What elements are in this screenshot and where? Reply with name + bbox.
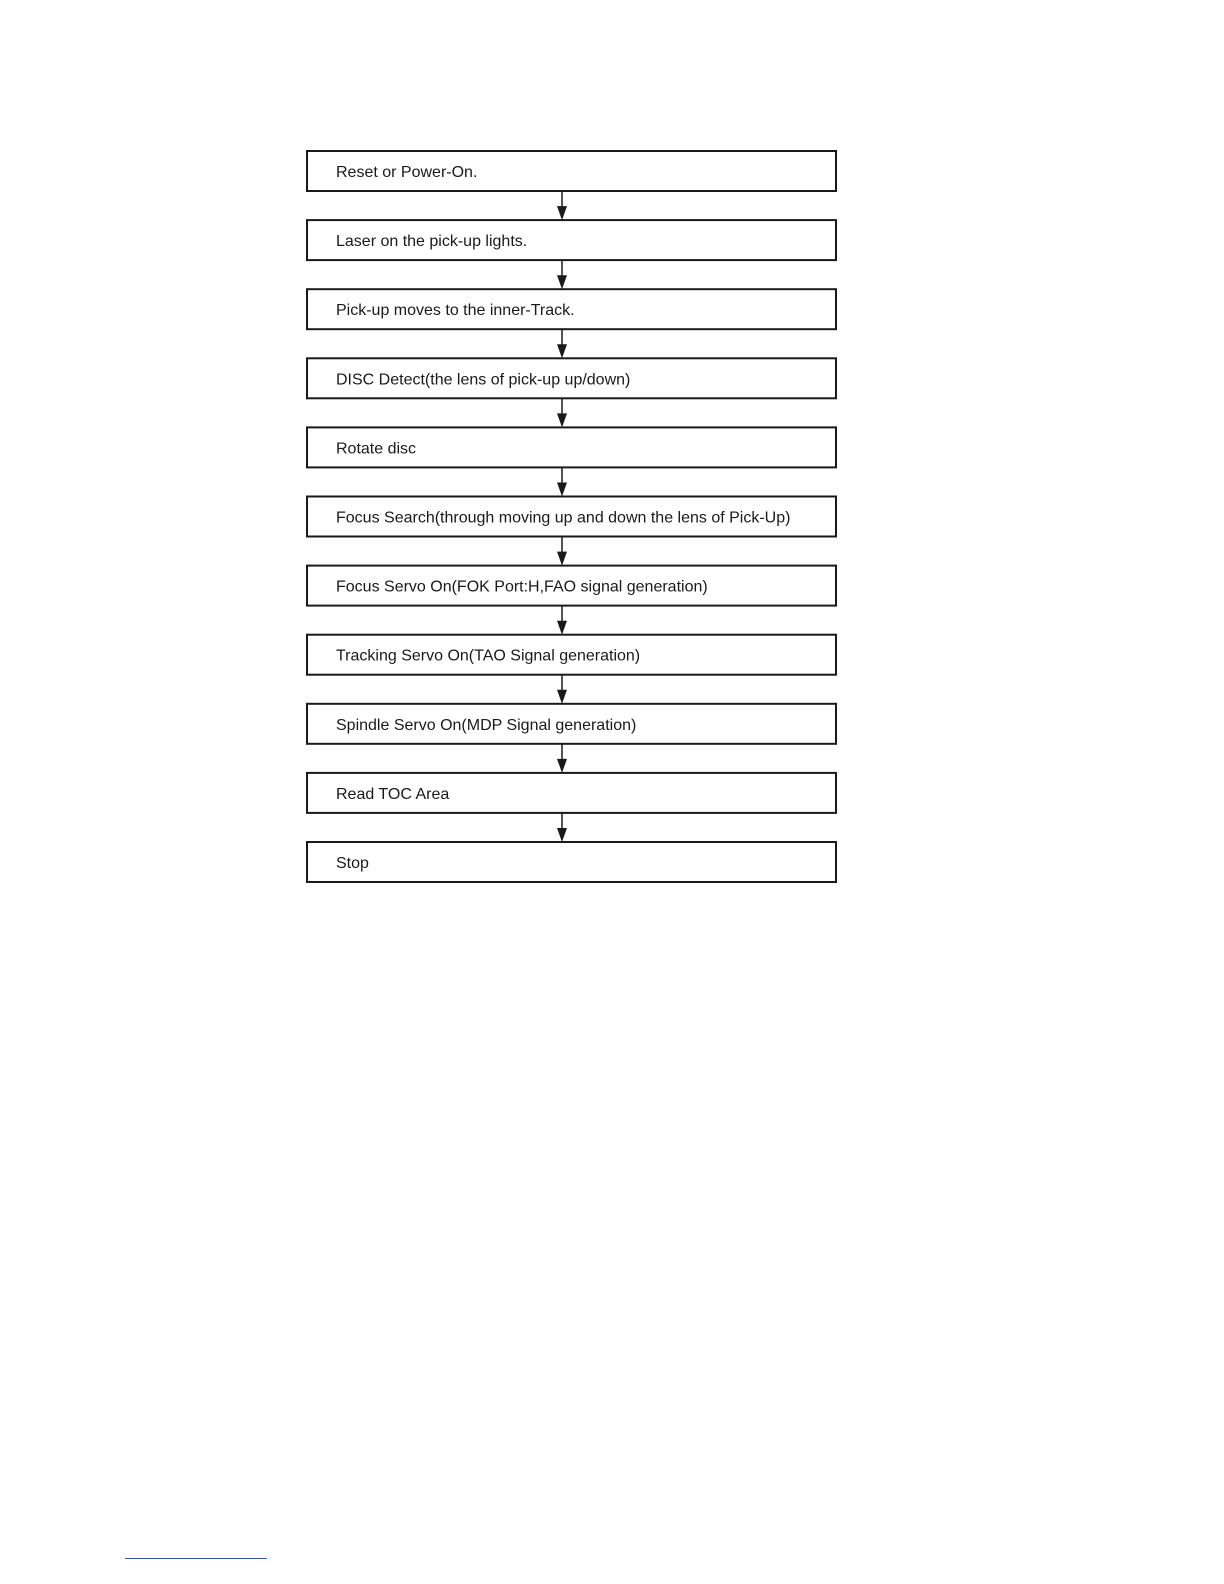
flow-step-label: Focus Servo On(FOK Port:H,FAO signal generation) [336,578,708,596]
flow-step-11 [307,842,836,882]
arrowhead-icon [557,206,567,220]
arrowhead-icon [557,413,567,427]
flow-step-label: Reset or Power-On. [336,164,478,181]
flow-arrow-1 [557,191,567,220]
flow-arrow-8 [557,675,567,704]
flow-step-6 [307,497,836,537]
flow-arrow-5 [557,467,567,496]
flow-step-1 [307,151,836,191]
flow-step-label: Focus Search(through moving up and down the lens of Pick-Up) [336,509,791,527]
arrowhead-icon [557,621,567,635]
flow-step-label: Rotate disc [336,440,417,458]
arrowhead-icon [557,483,567,497]
flow-step-4 [307,358,836,398]
flow-arrow-2 [557,260,567,289]
flow-step-label: Stop [336,855,369,872]
arrowhead-icon [557,552,567,566]
flow-step-5 [307,427,836,467]
arrowhead-icon [557,828,567,842]
flow-arrow-6 [557,537,567,566]
flow-step-7 [307,566,836,606]
flow-step-2 [307,220,836,260]
flow-arrow-4 [557,398,567,427]
arrowhead-icon [557,759,567,773]
flow-step-label: DISC Detect(the lens of pick-up up/down) [336,371,631,389]
flow-arrow-3 [557,329,567,358]
flow-step-3 [307,289,836,329]
flow-step-label: Pick-up moves to the inner-Track. [336,302,575,320]
arrowhead-icon [557,344,567,358]
arrowhead-icon [557,275,567,289]
flow-step-8 [307,635,836,675]
arrowhead-icon [557,690,567,704]
flow-arrow-9 [557,744,567,773]
flow-step-10 [307,773,836,813]
flow-arrow-10 [557,813,567,842]
flow-step-9 [307,704,836,744]
footnote-rule [125,1558,267,1559]
flow-step-label: Laser on the pick-up lights. [336,233,528,251]
flow-step-box [307,842,836,882]
flow-step-label: Tracking Servo On(TAO Signal generation) [336,647,641,665]
flow-step-label: Spindle Servo On(MDP Signal generation) [336,716,637,734]
flow-step-label: Read TOC Area [336,785,450,803]
flow-arrow-7 [557,606,567,635]
